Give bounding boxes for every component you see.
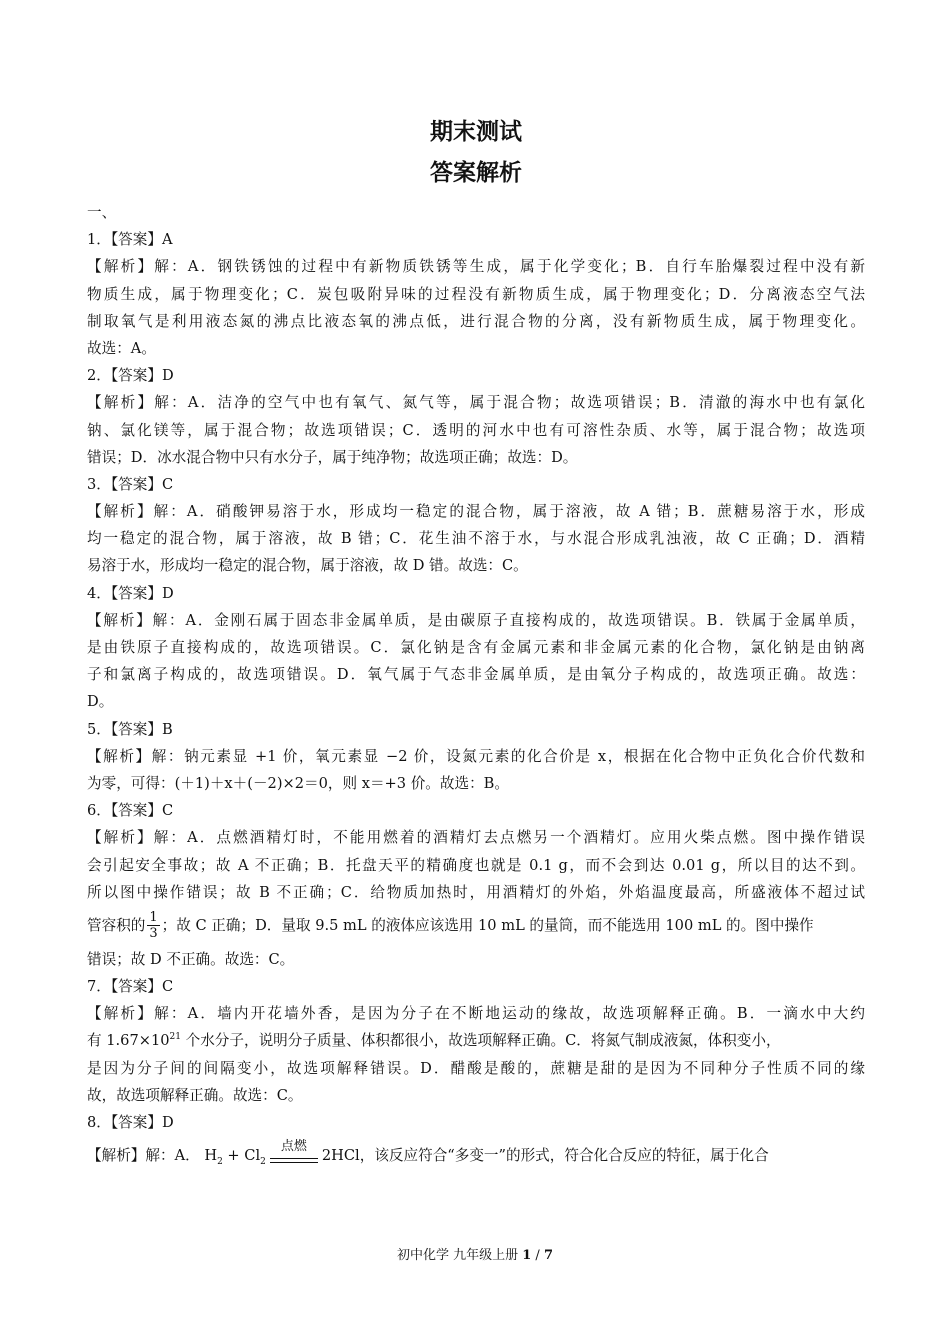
section-heading: 一、	[87, 204, 117, 221]
subscript: 2	[260, 1157, 266, 1168]
explanation-8-line-1	[87, 1136, 865, 1176]
number-exponent: 21	[169, 1032, 181, 1043]
explanation-2-line-2: 钠、氯化镁等，属于混合物；故选项错误；C．透明的河水中也有可溶性杂质、水等，属于混合物；故选项	[87, 421, 865, 439]
footer-separator: /	[531, 1248, 544, 1263]
answer-1: 1．【答案】A	[87, 231, 173, 249]
page-footer	[0, 1244, 950, 1263]
subscript: 2	[217, 1157, 223, 1168]
explanation-6-line-4	[87, 906, 865, 946]
explanation-6-line-4-end: ；故 C 正确；D．量取 9.5 mL 的液体应该选用 10 mL 的量筒，而不能选用 100 mL 的。图中操作	[161, 916, 814, 934]
answer-2: 2．【答案】D	[87, 367, 174, 385]
explanation-6-line-1: 【解析】解：A．点燃酒精灯时，不能用燃着的酒精灯去点燃另一个酒精灯。应用火柴点燃。图中操作错误	[87, 829, 865, 847]
answer-6: 6．【答案】C	[87, 802, 174, 820]
explanation-6-line-4-start: 管容积的	[87, 916, 146, 934]
explanation-3-line-2: 均一稳定的混合物，属于溶液，故 B 错；C．花生油不溶于水，与水混合形成乳浊液，故 C 正确；D．酒精	[87, 530, 865, 548]
reaction-condition: 点燃	[280, 1139, 307, 1155]
page-title: 期末测试	[430, 119, 522, 145]
answer-5: 5．【答案】B	[87, 720, 173, 738]
explanation-6-line-2: 会引起安全事故；故 A 不正确；B．托盘天平的精确度也就是 0.1 g，而不会到达 0.01 g，所以目的达不到。	[87, 856, 865, 874]
fraction-denominator: 3	[149, 926, 158, 942]
explanation-4-line-1: 【解析】解：A．金刚石属于固态非金属单质，是由碳原子直接构成的，故选项错误。B．铁属于金属单质，	[87, 611, 865, 629]
explanation-5-line-1: 【解析】解：钠元素显 +1 价，氧元素显 −2 价，设氮元素的化合价是 x，根据在化合物中正负化合价代数和	[87, 747, 865, 765]
explanation-1-line-4: 故选：A。	[87, 339, 156, 357]
equals-bar-bottom	[270, 1162, 318, 1163]
explanation-8-line-1-rest: 2HCl，该反应符合“多变一”的形式，符合化合反应的特征，属于化合	[321, 1147, 769, 1165]
answer-3: 3．【答案】C	[87, 475, 174, 493]
fraction-one-third	[147, 910, 159, 941]
explanation-3-line-1: 【解析】解：A．硝酸钾易溶于水，形成均一稳定的混合物，属于溶液，故 A 错；B．蔗糖易溶于水，形成	[87, 503, 865, 521]
answer-8: 8．【答案】D	[87, 1114, 174, 1131]
explanation-1-line-2: 物质生成，属于物理变化；C．炭包吸附异味的过程没有新物质生成，属于物理变化；D．分离液态空气法	[87, 285, 865, 303]
reaction-arrow	[270, 1139, 318, 1173]
explanation-2-line-1: 【解析】解：A．洁净的空气中也有氧气、氮气等，属于混合物；故选项错误；B．清澈的海水中也有氯化	[87, 394, 865, 412]
equals-bar-top	[270, 1158, 318, 1159]
explanation-4-line-2: 是由铁原子直接构成的，故选项错误。C．氯化钠是含有金属元素和非金属元素的化合物，氯化钠是由钠离	[87, 639, 865, 656]
explanation-7-line-2-rest: 个水分子，说明分子质量、体积都很小，故选项解释正确。C．将氮气制成液氮，体积变小，	[180, 1032, 781, 1050]
explanation-7-line-1: 【解析】解：A．墙内开花墙外香，是因为分子在不断地运动的缘故，故选项解释正确。B．一滴水中大约	[87, 1005, 865, 1023]
explanation-2-line-3: 错误；D．冰水混合物中只有水分子，属于纯净物；故选项正确；故选：D。	[87, 448, 578, 466]
explanation-1-line-1: 【解析】解：A．钢铁锈蚀的过程中有新物质铁锈等生成，属于化学变化；B．自行车胎爆裂过程中没有新	[87, 258, 865, 276]
equation-reactant-1: 【解析】解：A． H	[87, 1147, 218, 1165]
explanation-3-line-3: 易溶于水，形成均一稳定的混合物，属于溶液，故 D 错。故选：C。	[87, 557, 528, 575]
footer-page-number: 1	[522, 1248, 532, 1263]
answer-4: 4．【答案】D	[87, 584, 174, 602]
number-mantissa: 有 1.67×10	[87, 1032, 170, 1050]
explanation-7-line-4: 故，故选项解释正确。故选：C。	[87, 1086, 303, 1104]
explanation-7-line-2	[87, 1027, 865, 1054]
explanation-4-line-4: D。	[87, 693, 114, 711]
answer-content	[87, 199, 865, 1176]
explanation-7-line-3: 是因为分子间的间隔变小，故选项解释错误。D．醋酸是酸的，蔗糖是甜的是因为不同种分子性质不同的缘	[87, 1059, 865, 1077]
explanation-6-line-3: 所以图中操作错误；故 B 不正确；C．给物质加热时，用酒精灯的外焰，外焰温度最高，所盛液体不超过试	[87, 883, 865, 901]
footer-text: 初中化学 九年级上册	[396, 1248, 523, 1263]
answer-7: 7．【答案】C	[87, 978, 174, 996]
explanation-5-line-2: 为零，可得：(＋1)＋x＋(－2)×2＝0，则 x＝+3 价。故选：B。	[87, 774, 509, 792]
explanation-1-line-3: 制取氧气是利用液态氮的沸点比液态氧的沸点低，进行混合物的分离，没有新物质生成，属于物理变化。	[87, 312, 865, 330]
explanation-6-line-5: 错误；故 D 不正确。故选：C。	[87, 950, 295, 968]
footer-page-total: 7	[543, 1248, 553, 1263]
explanation-4-line-3: 子和氯离子构成的，故选项错误。D．氧气属于气态非金属单质，是由氧分子构成的，故选项正确。故选：	[87, 666, 865, 684]
equation-reactant-2: + Cl	[222, 1147, 261, 1165]
fraction-numerator: 1	[149, 910, 158, 926]
page-subtitle: 答案解析	[430, 160, 522, 186]
